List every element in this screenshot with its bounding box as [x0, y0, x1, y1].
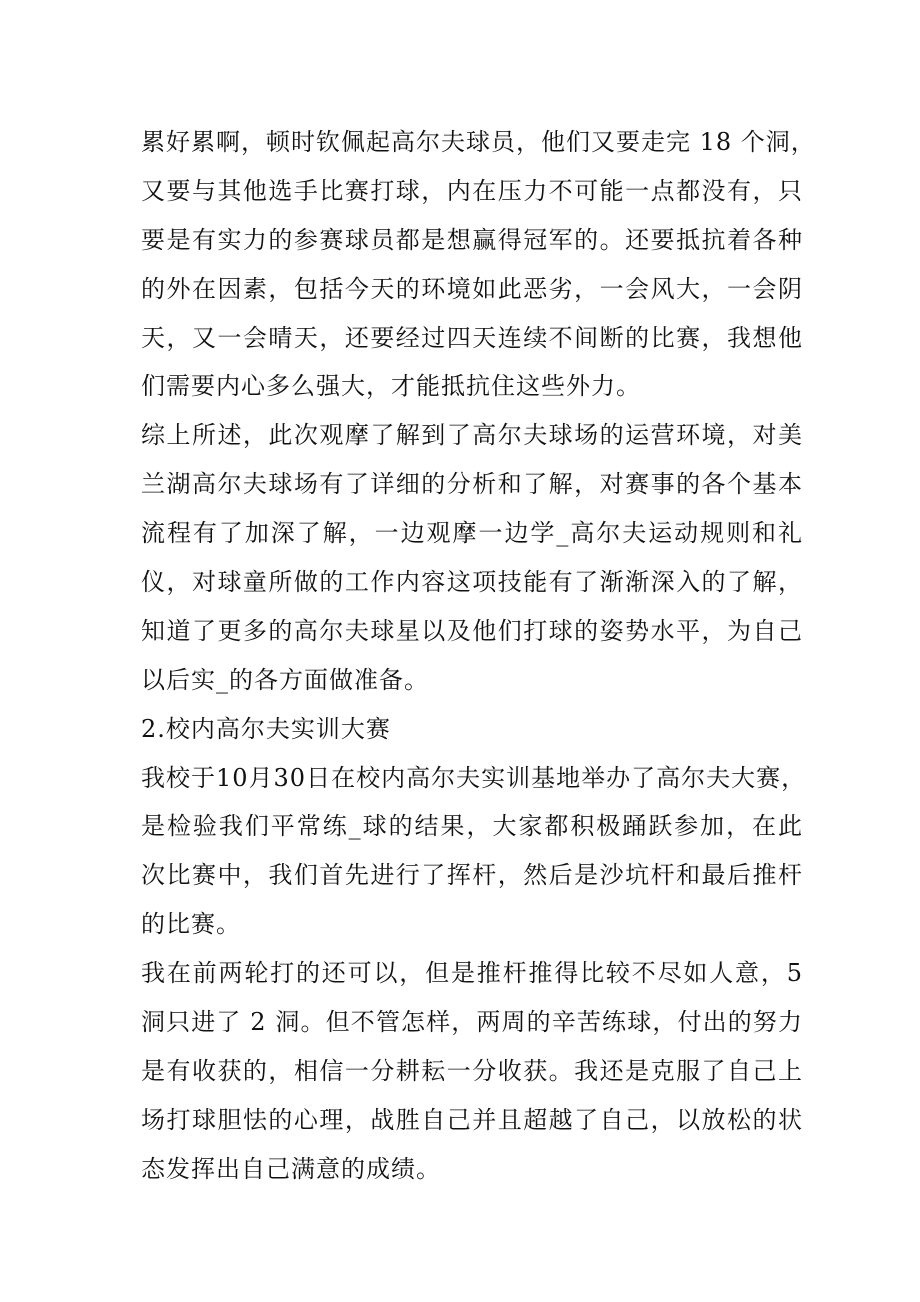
- text-line: 天，又一会晴天，还要经过四天连续不间断的比赛，我想他: [141, 323, 803, 352]
- section-heading: 2.校内高尔夫实训大赛: [141, 714, 391, 743]
- text-line: 流程有了加深了解，一边观摩一边学_高尔夫运动规则和礼: [141, 519, 803, 548]
- text-line: 知道了更多的高尔夫球星以及他们打球的姿势水平，为自己: [141, 616, 803, 645]
- text-line: 以后实_的各方面做准备。: [141, 665, 429, 694]
- text-line: 我在前两轮打的还可以，但是推杆推得比较不尽如人意，5: [141, 959, 803, 988]
- text-line: 要是有实力的参赛球员都是想赢得冠军的。还要抵抗着各种: [141, 225, 803, 254]
- text-line: 的外在因素，包括今天的环境如此恶劣，一会风大，一会阴: [141, 274, 803, 303]
- document-body: [141, 118, 816, 1194]
- text-line: 仪，对球童所做的工作内容这项技能有了渐渐深入的了解，: [141, 568, 803, 597]
- text-line: 兰湖高尔夫球场有了详细的分析和了解，对赛事的各个基本: [141, 470, 803, 499]
- text-line: 是检验我们平常练_球的结果，大家都积极踊跃参加，在此: [141, 812, 803, 841]
- text-line: 场打球胆怯的心理，战胜自己并且超越了自己，以放松的状: [141, 1105, 803, 1134]
- text-line: 累好累啊，顿时钦佩起高尔夫球员，他们又要走完 18 个洞，: [141, 128, 816, 156]
- text-line: 的比赛。: [141, 910, 241, 939]
- text-line: 洞只进了 2 洞。但不管怎样，两周的辛苦练球，付出的努力: [141, 1008, 803, 1037]
- text-line: 态发挥出自己满意的成绩。: [141, 1154, 441, 1183]
- text-line: 又要与其他选手比赛打球，内在压力不可能一点都没有，只: [141, 176, 803, 205]
- text-line: 是有收获的，相信一分耕耘一分收获。我还是克服了自己上: [141, 1056, 803, 1085]
- text-line: 我校于10月30日在校内高尔夫实训基地举办了高尔夫大赛，: [141, 763, 807, 792]
- text-line: 们需要内心多么强大，才能抵抗住这些外力。: [141, 372, 641, 401]
- text-line: 次比赛中，我们首先进行了挥杆，然后是沙坑杆和最后推杆: [141, 861, 803, 890]
- text-line: 综上所述，此次观摩了解到了高尔夫球场的运营环境，对美: [141, 421, 803, 450]
